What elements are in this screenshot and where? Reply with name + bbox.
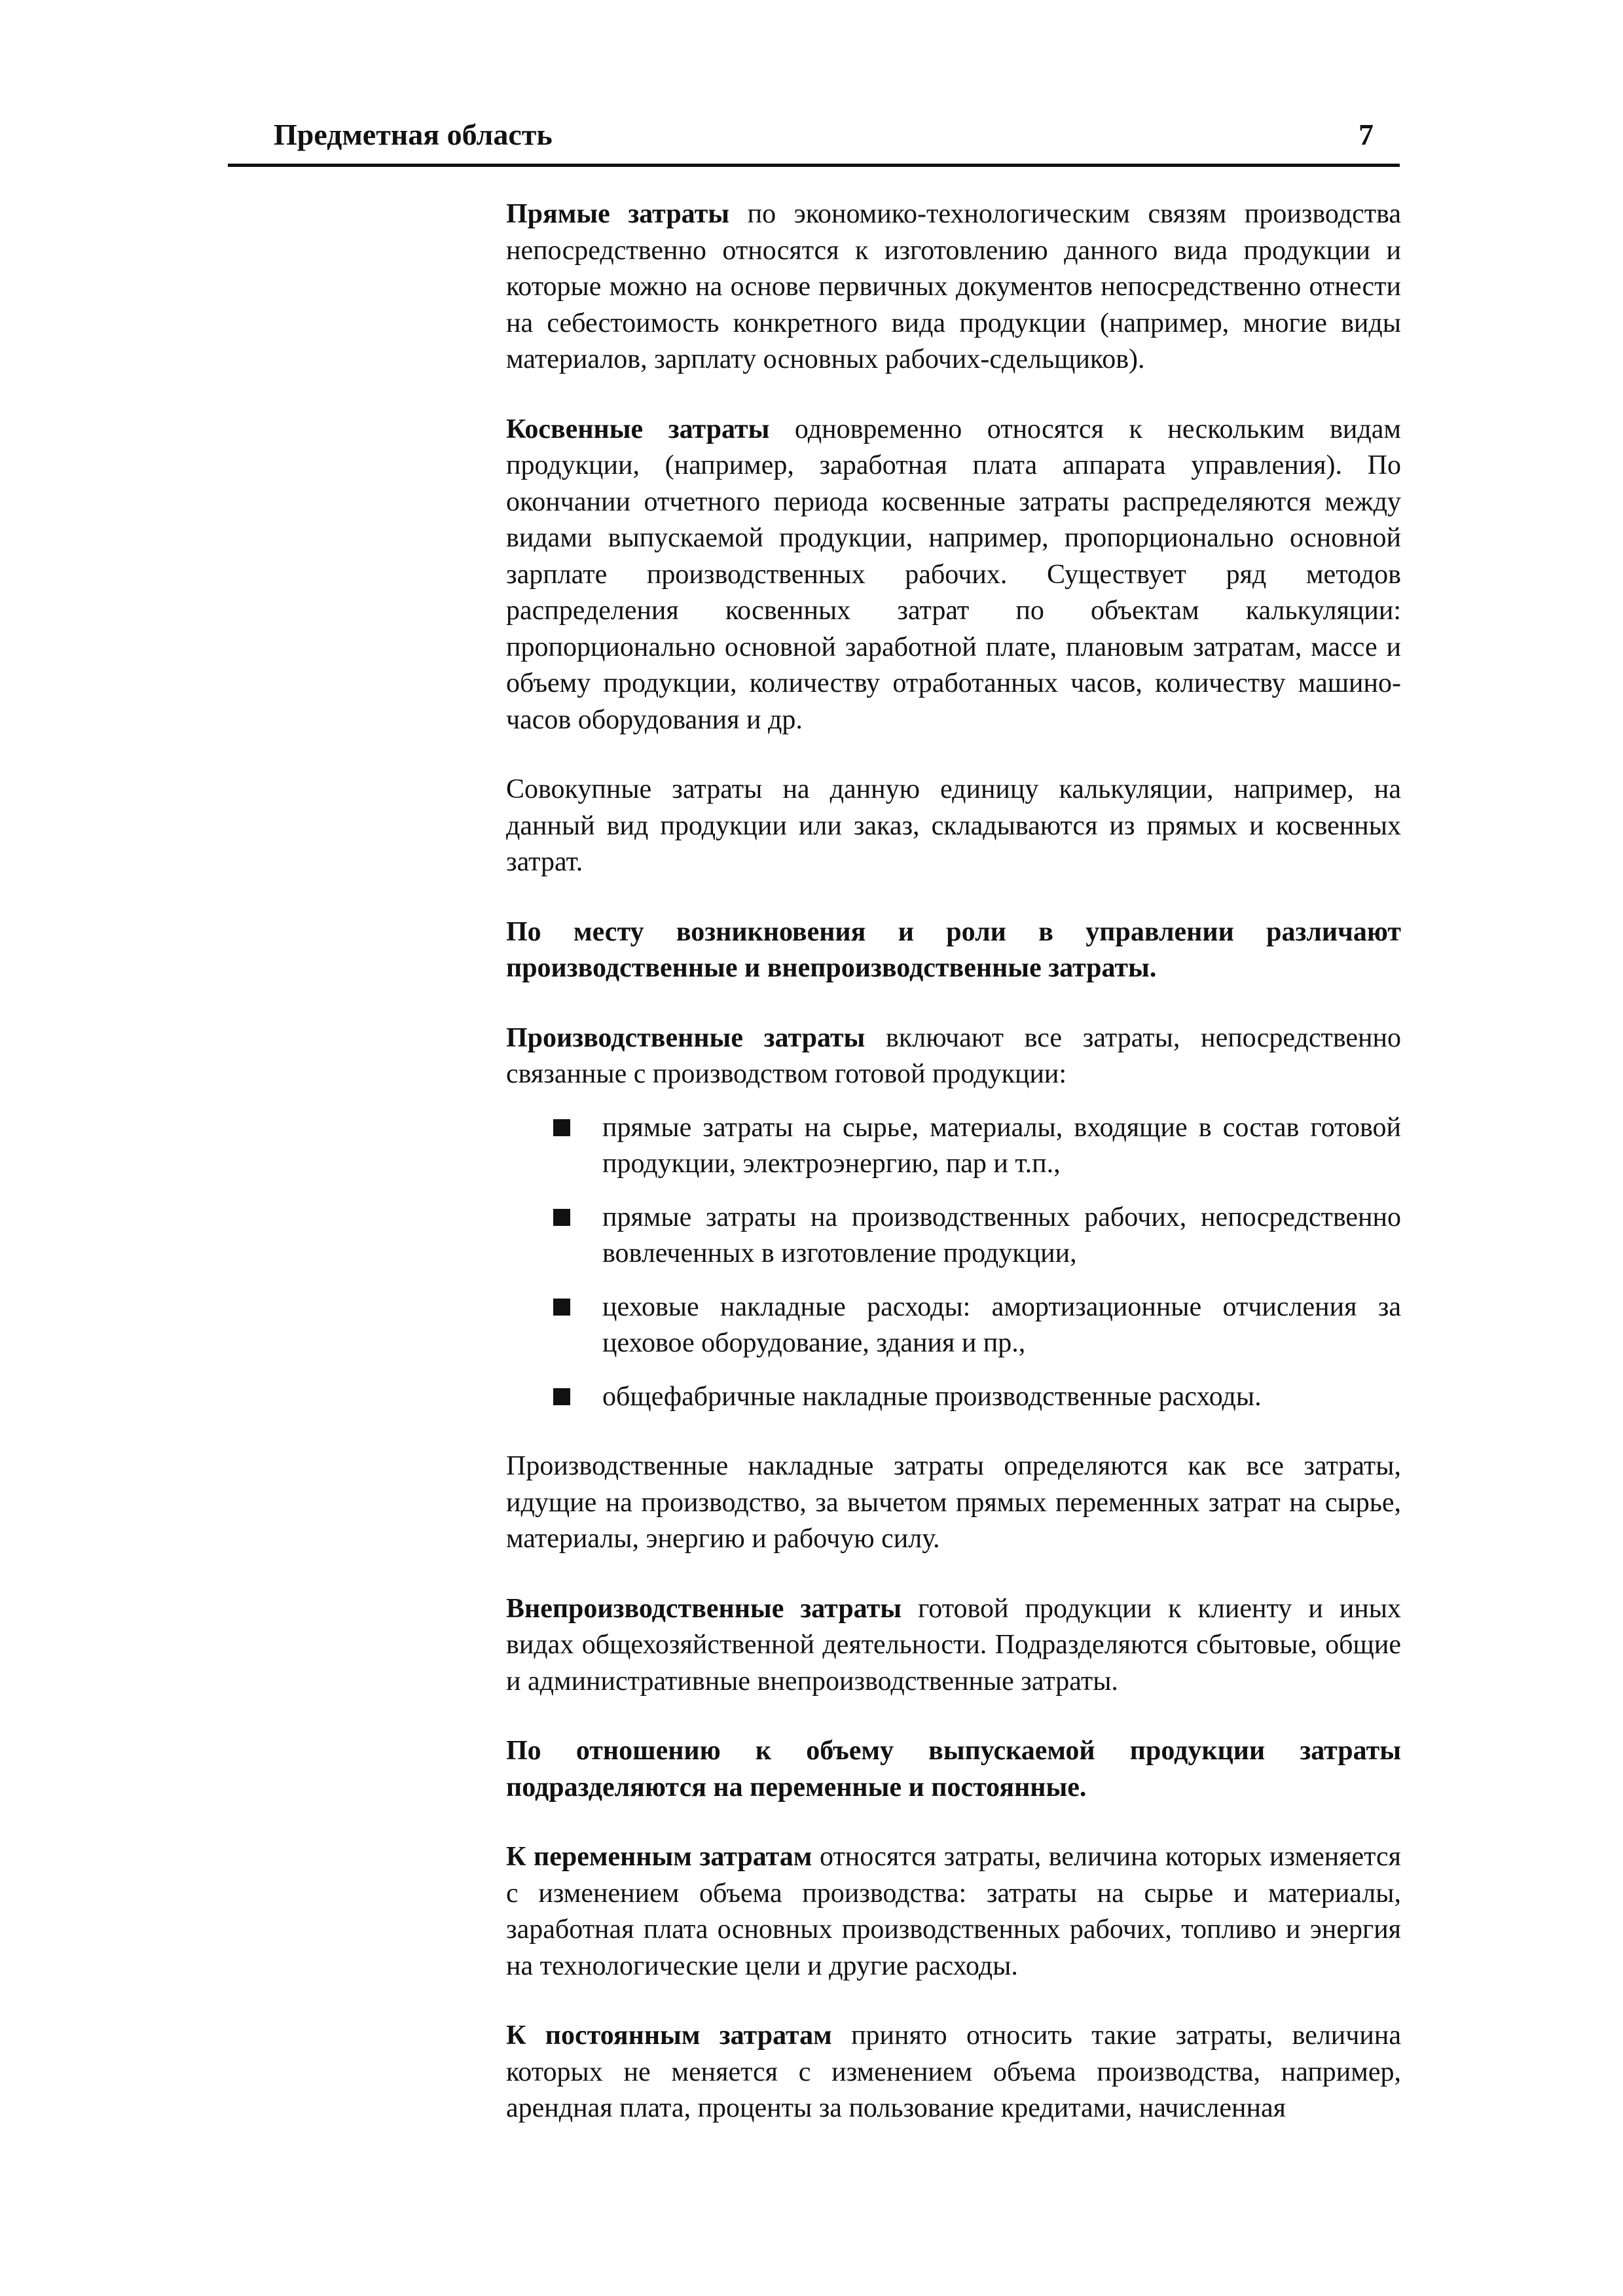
list-item [506,1379,1401,1416]
paragraph-indirect-costs [506,412,1401,739]
paragraph-text: одновременно относятся к нескольким видам продукции, (например, заработная плата аппарата управления). По окончании отчетного периода косвенные затраты распределяются между видами выпускаемой продукции, например, пропорционально основной зарплате производственных рабочих. Существует ряд методов распределения косвенных затрат по объектам калькуляции: пропорционально основной заработной плате, плановым затратам, массе и объему продукции, количеству отработанных часов, количеству машино-часов оборудования и др. [506,414,1401,735]
paragraph-text: по экономико-технологическим связям производства непосредственно относятся к изготовлению данного вида продукции и которые можно на основе первичных документов непосредственно отнести на себестоимость конкретного вида продукции (например, многие виды материалов, зарплату основных рабочих-сдельщиков). [506,199,1402,374]
paragraph-total-costs: Совокупные затраты на данную единицу калькуляции, например, на данный вид продукции или заказ, складываются из прямых и косвенных затрат. [506,774,1401,877]
body-text [506,196,1401,2161]
paragraph-direct-costs [506,196,1401,378]
list-item-text: прямые затраты на сырье, материалы, входящие в состав готовой продукции, электроэнергию, пар и т.п., [602,1112,1401,1179]
header-rule [228,164,1400,167]
term-variable-costs: К переменным затратам [506,1842,812,1872]
list-item-text: общефабричные накладные производственные расходы. [602,1381,1262,1412]
paragraph-fixed-costs [506,2018,1401,2127]
section-heading-volume-relation: По отношению к объему выпускаемой продукции затраты подразделяются на переменные и постоянные. [506,1736,1401,1803]
paragraph-production-costs [506,1020,1401,1093]
running-head: Предметная область [274,118,553,151]
production-costs-list [506,1110,1401,1416]
page-header [228,111,1400,166]
list-item [506,1110,1401,1183]
paragraph-text: готовой продукции к клиенту и иных видах общехозяйственной деятельности. Подразделяются сбытовые, общие и административные внепроизводственные затраты. [506,1593,1402,1696]
term-direct-costs: Прямые затраты [506,199,730,229]
list-item-text: прямые затраты на производственных рабочих, непосредственно вовлеченных в изготовление продукции, [602,1202,1401,1268]
term-fixed-costs: К постоянным затратам [506,2020,832,2051]
square-bullet-icon [553,1388,570,1405]
paragraph-text: принято относить такие затраты, величина которых не меняется с изменением объема производства, например, арендная плата, проценты за пользование кредитами, начисленная [506,2020,1401,2123]
term-production-costs: Производственные затраты [506,1022,866,1053]
list-item [506,1289,1401,1362]
paragraph-variable-costs [506,1839,1401,1984]
paragraph-text: относятся затраты, величина которых изменяется с изменением объема производства: затраты на сырье и материалы, заработная плата основных производственных рабочих, топливо и энергия на технологические цели и другие расходы. [506,1842,1401,1981]
page-number: 7 [1359,118,1374,151]
square-bullet-icon [553,1299,570,1316]
paragraph-overhead-costs: Производственные накладные затраты определяются как все затраты, идущие на производство, за вычетом прямых переменных затрат на сырье, материалы, энергию и рабочую силу. [506,1451,1401,1554]
list-item [506,1200,1401,1272]
term-indirect-costs: Косвенные затраты [506,414,770,444]
square-bullet-icon [553,1209,570,1226]
section-heading-place-of-origin: По месту возникновения и роли в управлении различают производственные и внепроизводственные затраты. [506,916,1401,983]
square-bullet-icon [553,1119,570,1136]
term-nonproduction-costs: Внепроизводственные затраты [506,1593,902,1624]
paragraph-text: включают все затраты, непосредственно связанные с производством готовой продукции: [506,1022,1402,1089]
paragraph-nonproduction-costs [506,1591,1401,1700]
list-item-text: цеховые накладные расходы: амортизационные отчисления за цеховое оборудование, здания и пр., [602,1291,1401,1358]
